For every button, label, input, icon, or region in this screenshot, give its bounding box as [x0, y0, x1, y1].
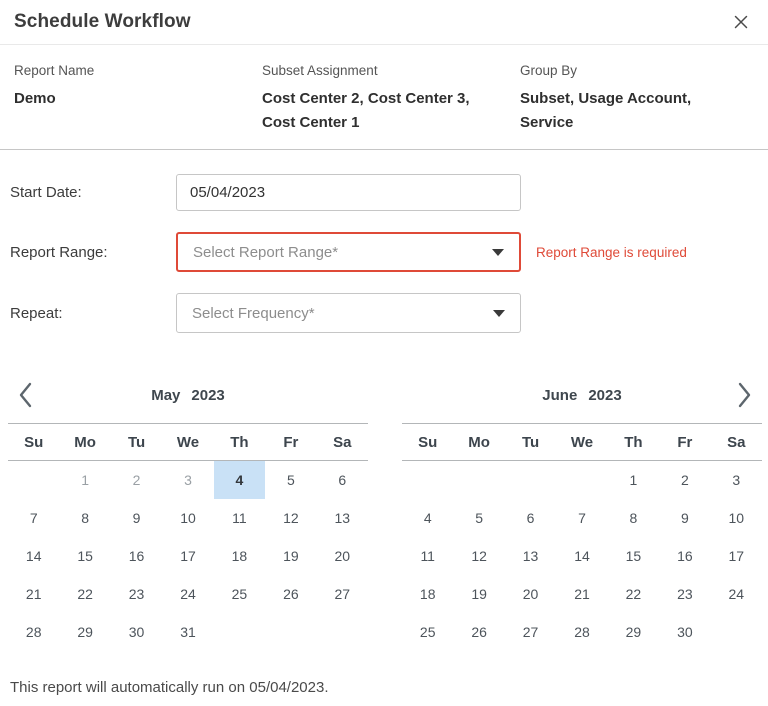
- calendar-day[interactable]: 21: [574, 586, 590, 602]
- repeat-select[interactable]: [176, 293, 521, 333]
- calendar-day: 1: [81, 472, 90, 488]
- calendar-day[interactable]: 15: [625, 548, 642, 564]
- weekday-label: Fr: [677, 433, 693, 451]
- calendar-day[interactable]: 6: [526, 510, 535, 526]
- calendar-day[interactable]: 22: [77, 586, 93, 602]
- calendar-day[interactable]: 13: [334, 510, 351, 526]
- calendar-day[interactable]: 26: [471, 624, 487, 640]
- chevron-right-icon: [734, 380, 754, 410]
- repeat-label: Repeat:: [10, 304, 63, 322]
- subset-assignment-value: Cost Center 2, Cost Center 3, Cost Center 1: [262, 90, 470, 131]
- weekday-label: Sa: [333, 433, 352, 451]
- weekday-label: Th: [230, 433, 249, 451]
- group-by-label: Group By: [520, 63, 578, 78]
- calendar-day[interactable]: 24: [728, 586, 745, 602]
- calendar-day[interactable]: 21: [25, 586, 42, 602]
- weekday-label: Su: [24, 433, 44, 451]
- start-date-input[interactable]: [176, 174, 521, 211]
- calendar-day[interactable]: 23: [128, 586, 145, 602]
- calendar-day[interactable]: 19: [471, 586, 487, 602]
- dialog-header: [0, 0, 768, 45]
- calendar-day[interactable]: 16: [128, 548, 145, 564]
- calendar-day[interactable]: 12: [471, 548, 487, 564]
- report-name-value: Demo: [14, 90, 56, 107]
- calendar-day[interactable]: 23: [677, 586, 693, 602]
- weekday-label: Sa: [727, 433, 746, 451]
- calendar-day[interactable]: 10: [728, 510, 745, 526]
- calendar-day[interactable]: 9: [132, 510, 141, 526]
- calendar-day[interactable]: 22: [625, 586, 642, 602]
- date-picker: [0, 360, 768, 651]
- calendar-day-empty: [402, 461, 453, 499]
- calendar-day[interactable]: 3: [732, 472, 741, 488]
- calendar-day[interactable]: 17: [180, 548, 196, 564]
- day-grid: [402, 461, 762, 651]
- report-range-row: [10, 232, 752, 272]
- start-date-row: [10, 174, 752, 211]
- calendar-day[interactable]: 25: [419, 624, 436, 640]
- next-month-button[interactable]: [734, 380, 754, 410]
- repeat-placeholder: Select Frequency*: [192, 304, 315, 322]
- summary-row: [0, 45, 768, 150]
- calendar-month-label: May: [151, 386, 181, 404]
- calendar-day[interactable]: 8: [629, 510, 638, 526]
- calendar-day[interactable]: 30: [128, 624, 145, 640]
- calendar-month-label: June: [542, 386, 578, 404]
- weekday-label: We: [176, 433, 200, 451]
- subset-assignment-label: Subset Assignment: [262, 63, 378, 78]
- auto-run-note: This report will automatically run on 05/04/2023.: [10, 679, 329, 696]
- weekday-header: [8, 423, 368, 461]
- calendar-day[interactable]: 12: [283, 510, 299, 526]
- calendar-day[interactable]: 18: [419, 586, 436, 602]
- calendar-day[interactable]: 25: [231, 586, 248, 602]
- calendar-day[interactable]: 27: [334, 586, 351, 602]
- calendar-day-empty: [453, 461, 504, 499]
- report-range-label: Report Range:: [10, 243, 108, 261]
- chevron-down-icon: [492, 249, 504, 256]
- weekday-label: Fr: [283, 433, 299, 451]
- calendar-month-1: [8, 374, 368, 651]
- weekday-label: Su: [418, 433, 438, 451]
- calendar-day[interactable]: 7: [29, 510, 38, 526]
- calendar-day[interactable]: 24: [180, 586, 196, 602]
- calendar-day[interactable]: 28: [574, 624, 590, 640]
- calendar-day[interactable]: 11: [420, 548, 435, 564]
- calendar-header: [8, 374, 368, 416]
- calendar-day[interactable]: 7: [578, 510, 586, 526]
- calendar-day[interactable]: 5: [475, 510, 484, 526]
- calendar-day-empty: [505, 461, 556, 499]
- start-date-label: Start Date:: [10, 184, 82, 201]
- calendar-year-label: 2023: [191, 386, 225, 404]
- weekday-label: Mo: [74, 433, 96, 451]
- calendar-day[interactable]: 14: [574, 548, 590, 564]
- calendar-day[interactable]: 10: [180, 510, 196, 526]
- calendar-day[interactable]: 29: [77, 624, 93, 640]
- calendar-title: [8, 387, 368, 404]
- calendar-year-label: 2023: [588, 386, 622, 404]
- calendar-day[interactable]: 15: [77, 548, 93, 564]
- calendar-day[interactable]: 29: [625, 624, 642, 640]
- calendar-day[interactable]: 6: [338, 472, 347, 488]
- summary-field-subset-assignment: [262, 63, 520, 135]
- calendar-day[interactable]: 16: [677, 548, 693, 564]
- report-name-label: Report Name: [14, 63, 95, 78]
- calendar-day[interactable]: 26: [283, 586, 299, 602]
- day-grid: [8, 461, 368, 651]
- calendar-day[interactable]: 5: [286, 472, 295, 488]
- page-title: Schedule Workflow: [14, 11, 191, 32]
- report-range-error-message: Report Range is required: [536, 244, 687, 260]
- calendar-day-empty: [8, 461, 59, 499]
- weekday-label: Mo: [468, 433, 490, 451]
- summary-field-group-by: [520, 63, 754, 135]
- weekday-label: Th: [624, 433, 643, 451]
- calendar-day: 2: [132, 472, 141, 488]
- report-range-placeholder: Select Report Range*: [193, 243, 339, 261]
- calendar-day: 3: [184, 472, 192, 488]
- calendar-day[interactable]: 28: [25, 624, 42, 640]
- weekday-label: We: [570, 433, 594, 451]
- calendar-day[interactable]: 27: [522, 624, 539, 640]
- calendar-day[interactable]: 14: [25, 548, 42, 564]
- calendar-day-selected[interactable]: 4: [214, 461, 265, 499]
- calendar-day[interactable]: 4: [423, 510, 432, 526]
- calendar-day[interactable]: 20: [334, 548, 351, 564]
- calendar-day[interactable]: 11: [232, 510, 247, 526]
- calendar-day[interactable]: 1: [629, 472, 638, 488]
- report-range-select[interactable]: [176, 232, 521, 272]
- repeat-row: [10, 293, 752, 333]
- calendar-day[interactable]: 17: [728, 548, 745, 564]
- calendar-month-2: [402, 374, 762, 651]
- calendar-day[interactable]: 31: [180, 624, 196, 640]
- schedule-form: [0, 150, 768, 360]
- calendar-day[interactable]: 30: [677, 624, 693, 640]
- calendar-day[interactable]: 8: [81, 510, 90, 526]
- calendar-day[interactable]: 13: [522, 548, 539, 564]
- calendar-day-empty: [556, 461, 607, 499]
- calendar-day[interactable]: 20: [522, 586, 539, 602]
- weekday-label: Tu: [127, 433, 146, 451]
- group-by-value: Subset, Usage Account, Service: [520, 90, 692, 131]
- weekday-label: Tu: [521, 433, 540, 451]
- calendar-day[interactable]: 18: [231, 548, 248, 564]
- chevron-down-icon: [493, 310, 505, 317]
- weekday-header: [402, 423, 762, 461]
- calendar-header: [402, 374, 762, 416]
- calendar-day[interactable]: 9: [680, 510, 689, 526]
- calendar-day[interactable]: 19: [283, 548, 299, 564]
- summary-field-report-name: [14, 63, 262, 135]
- calendar-title: [402, 387, 762, 404]
- close-icon: [734, 15, 748, 29]
- calendar-day[interactable]: 2: [680, 472, 689, 488]
- close-button[interactable]: [730, 11, 752, 33]
